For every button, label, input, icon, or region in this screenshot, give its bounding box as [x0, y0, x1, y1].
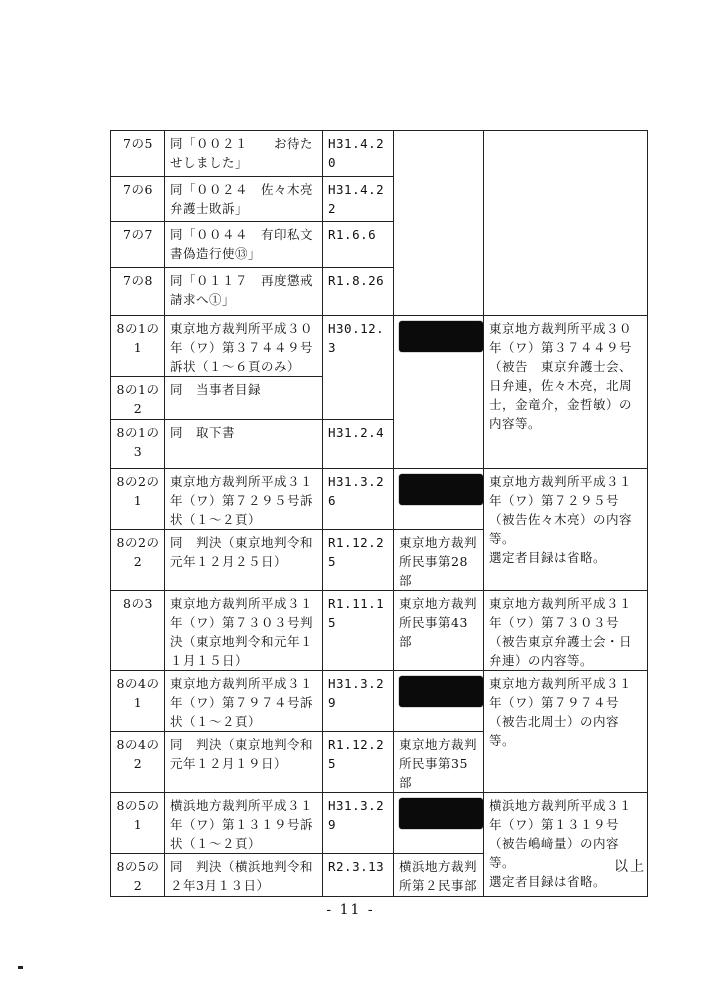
evidence-title: 同「００２４ 佐々木亮弁護士敗訴」	[165, 177, 323, 222]
evidence-title: 東京地方裁判所平成３０年（ワ）第３７４４９号訴状（１～６頁のみ）	[165, 316, 323, 377]
evidence-title: 東京地方裁判所平成３１年（ワ）第７２９５号訴状（１～２頁）	[165, 469, 323, 530]
redaction-block	[399, 474, 483, 505]
evidence-number: 8の1の1	[111, 316, 165, 377]
evidence-title: 東京地方裁判所平成３１年（ワ）第７９７４号訴状（１～２頁）	[165, 671, 323, 732]
table-row	[111, 131, 648, 177]
scan-speck	[18, 966, 23, 969]
evidence-date: H31.2.4	[323, 420, 394, 469]
evidence-number: 8の5の2	[111, 854, 165, 897]
evidence-date: H31.3.29	[323, 671, 394, 732]
evidence-title: 東京地方裁判所平成３１年（ワ）第７３０３号判決（東京地判令和元年１１月１５日）	[165, 591, 323, 671]
evidence-date: H31.3.26	[323, 469, 394, 530]
evidence-title: 同 判決（東京地判令和元年１２月１９日）	[165, 732, 323, 793]
evidence-title: 同「００４４ 有印私文書偽造行使⑬」	[165, 222, 323, 268]
evidence-author: 東京地方裁判所民事第35部	[394, 732, 484, 793]
evidence-date: R1.12.25	[323, 530, 394, 591]
closing-mark: 以上	[614, 859, 646, 875]
evidence-number: 7の7	[111, 222, 165, 268]
evidence-date: R1.6.6	[323, 222, 394, 268]
purpose-cell	[484, 131, 648, 316]
evidence-number: 8の2の1	[111, 469, 165, 530]
evidence-date: H31.4.20	[323, 131, 394, 177]
evidence-number: 7の6	[111, 177, 165, 222]
evidence-date: R1.8.26	[323, 268, 394, 316]
evidence-title: 同「００２１ お待たせしました」	[165, 131, 323, 177]
evidence-number: 8の1の3	[111, 420, 165, 469]
evidence-author: 東京地方裁判所民事第28部	[394, 530, 484, 591]
table-row	[111, 591, 648, 671]
author-cell	[394, 316, 484, 469]
evidence-date: R2.3.13	[323, 854, 394, 897]
evidence-date: R1.11.15	[323, 591, 394, 671]
evidence-number: 8の4の1	[111, 671, 165, 732]
table-row	[111, 316, 648, 377]
table-row	[111, 793, 648, 854]
purpose-cell: 東京地方裁判所平成３１年（ワ）第７９７４号（被告北周士）の内容等。	[484, 671, 648, 793]
evidence-number: 8の1の2	[111, 377, 165, 420]
evidence-date: H30.12.3	[323, 316, 394, 420]
purpose-cell: 横浜地方裁判所平成３１年（ワ）第１３１９号（被告嶋﨑量）の内容等。 選定者目録は省略。	[484, 793, 648, 897]
evidence-number: 8の3	[111, 591, 165, 671]
evidence-author: 横浜地方裁判所第２民事部	[394, 854, 484, 897]
author-cell	[394, 469, 484, 530]
redaction-block	[399, 321, 483, 352]
evidence-title: 横浜地方裁判所平成３１年（ワ）第１３１９号訴状（１～２頁）	[165, 793, 323, 854]
purpose-cell: 東京地方裁判所平成３１年（ワ）第７３０３号（被告東京弁護士会・日弁連）の内容等。	[484, 591, 648, 671]
evidence-number: 7の5	[111, 131, 165, 177]
evidence-date: H31.3.29	[323, 793, 394, 854]
redaction-block	[399, 798, 483, 829]
evidence-table	[110, 130, 648, 897]
evidence-title: 同「０１１７ 再度懲戒請求へ①」	[165, 268, 323, 316]
table-row	[111, 671, 648, 732]
evidence-number: 7の8	[111, 268, 165, 316]
evidence-number: 8の5の1	[111, 793, 165, 854]
evidence-number: 8の4の2	[111, 732, 165, 793]
evidence-title: 同 判決（東京地判令和元年１２月２５日）	[165, 530, 323, 591]
evidence-date: R1.12.25	[323, 732, 394, 793]
evidence-number: 8の2の2	[111, 530, 165, 591]
table-row	[111, 469, 648, 530]
page-number: - 11 -	[326, 902, 375, 918]
evidence-date: H31.4.22	[323, 177, 394, 222]
redaction-block	[399, 676, 483, 707]
evidence-title: 同 判決（横浜地判令和２年3月１３日）	[165, 854, 323, 897]
purpose-cell: 東京地方裁判所平成３１年（ワ）第７２９５号（被告佐々木亮）の内容等。 選定者目録は省略。	[484, 469, 648, 591]
author-cell	[394, 793, 484, 854]
evidence-author: 東京地方裁判所民事第43部	[394, 591, 484, 671]
author-cell	[394, 671, 484, 732]
evidence-title: 同 当事者目録	[165, 377, 323, 420]
author-cell	[394, 131, 484, 316]
evidence-title: 同 取下書	[165, 420, 323, 469]
purpose-cell: 東京地方裁判所平成３０年（ワ）第３７４４９号（被告 東京弁護士会、日弁連，佐々木亮，北周士，金竜介，金哲敏）の内容等。	[484, 316, 648, 469]
